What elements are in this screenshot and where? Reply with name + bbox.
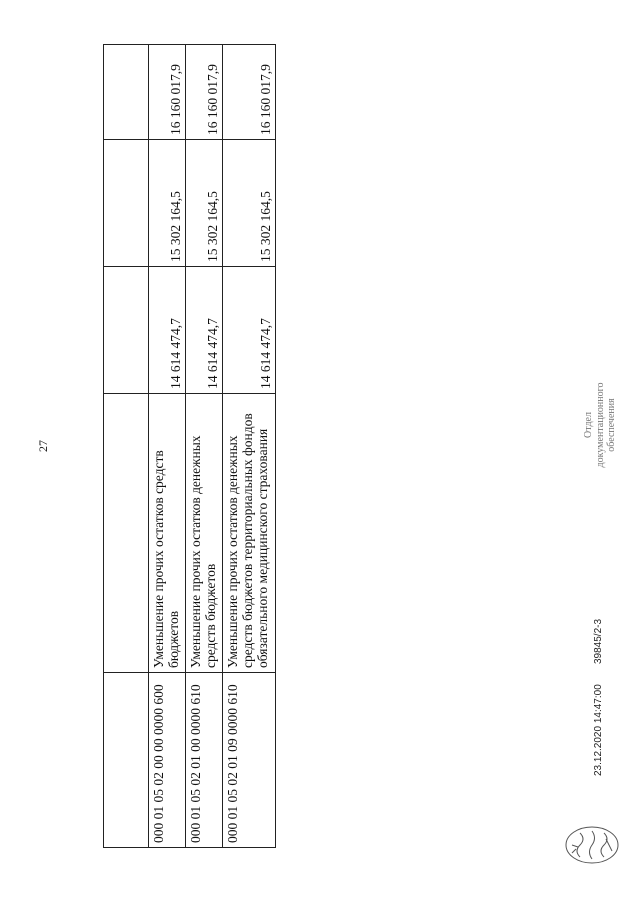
row-value-2: 15 302 164,5 [149,140,186,267]
footer-datetime: 23.12.2020 14:47:00 [593,684,604,776]
table-row [186,45,223,848]
row-value-2: 15 302 164,5 [223,140,276,267]
header-cell-v3 [104,45,149,140]
row-code: 000 01 05 02 00 00 0000 600 [149,673,186,848]
row-code: 000 01 05 02 01 09 0000 610 [223,673,276,848]
footer-department-line2: обеспечения [606,398,617,452]
row-value-1: 14 614 474,7 [186,267,223,394]
budget-table [103,44,276,848]
footer-department-line1: Отдел документационного [583,382,606,468]
row-value-3: 16 160 017,9 [149,45,186,140]
page-number: 27 [36,440,50,452]
header-cell-v2 [104,140,149,267]
footer-doc-id: 39845/2-3 [593,618,604,664]
row-name: Уменьшение прочих остатков денежных средств бюджетов [186,394,223,673]
row-value-3: 16 160 017,9 [223,45,276,140]
header-cell-v1 [104,267,149,394]
header-cell-code [104,673,149,848]
official-stamp-icon [562,823,622,867]
row-code: 000 01 05 02 01 00 0000 610 [186,673,223,848]
footer-department [583,370,618,480]
row-value-1: 14 614 474,7 [149,267,186,394]
budget-table-container [103,58,276,848]
row-name: Уменьшение прочих остатков денежных средств бюджетов территориальных фондов обязательного медицинского страхования [223,394,276,673]
row-value-2: 15 302 164,5 [186,140,223,267]
table-row [149,45,186,848]
table-header-row [104,45,149,848]
row-name: Уменьшение прочих остатков средств бюджетов [149,394,186,673]
row-value-3: 16 160 017,9 [186,45,223,140]
header-cell-name [104,394,149,673]
row-value-1: 14 614 474,7 [223,267,276,394]
table-row [223,45,276,848]
